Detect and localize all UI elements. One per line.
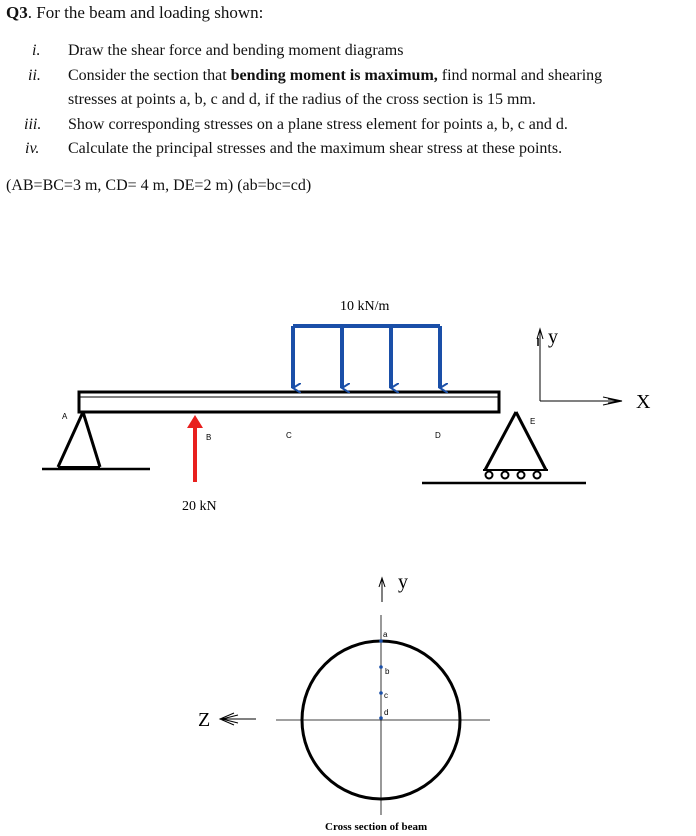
point-a-mark [379, 639, 383, 643]
beam-axis-x: X [636, 391, 651, 413]
item-num-2: ii. [28, 67, 41, 84]
dimensions-text: (AB=BC=3 m, CD= 4 m, DE=2 m) (ab=bc=cd) [6, 177, 312, 194]
item-num-4: iv. [25, 140, 40, 157]
point-c-mark [379, 691, 383, 695]
support-e-roller [422, 412, 586, 483]
section-axis-y: y [398, 571, 408, 593]
label-c: C [286, 431, 292, 440]
beam-body [79, 392, 499, 412]
support-a-pin [42, 412, 150, 469]
distributed-load [293, 326, 440, 388]
item-text-3: Show corresponding stresses on a plane stress element for points a, b, c and d. [68, 116, 568, 133]
item-text-2-pre: Consider the section that [68, 67, 231, 84]
question-prompt: . For the beam and loading shown: [27, 3, 264, 22]
cross-section [198, 571, 490, 833]
point-load-b [187, 415, 203, 482]
item-num-3: iii. [24, 116, 42, 133]
section-axis-z: Z [198, 709, 211, 731]
label-e: E [530, 417, 536, 426]
item-num-1: i. [32, 42, 41, 59]
beam-axis-y: y [548, 326, 558, 348]
beam-axes [537, 326, 651, 413]
beam [79, 392, 499, 412]
label-a: A [62, 412, 68, 421]
question-number: Q3 [6, 3, 28, 22]
item-text-2-bold: bending moment is maximum, [230, 67, 438, 84]
item-text-1: Draw the shear force and bending moment diagrams [68, 42, 404, 59]
item-text-2-line2: stresses at points a, b, c and d, if the radius of the cross section is 15 mm. [68, 91, 536, 108]
distributed-load-label: 10 kN/m [340, 299, 390, 314]
label-b: B [206, 433, 212, 442]
section-caption: Cross section of beam [325, 821, 428, 833]
point-d-mark [379, 716, 383, 720]
label-d: D [435, 431, 441, 440]
item-text-2-post: find normal and shearing [437, 67, 603, 84]
label-point-c: c [384, 691, 388, 700]
label-point-b: b [385, 667, 390, 676]
item-text-4: Calculate the principal stresses and the maximum shear stress at these points. [68, 140, 563, 157]
label-point-a: a [383, 630, 388, 639]
point-load-label: 20 kN [182, 499, 217, 514]
point-b-mark [379, 665, 383, 669]
label-point-d: d [384, 708, 389, 717]
